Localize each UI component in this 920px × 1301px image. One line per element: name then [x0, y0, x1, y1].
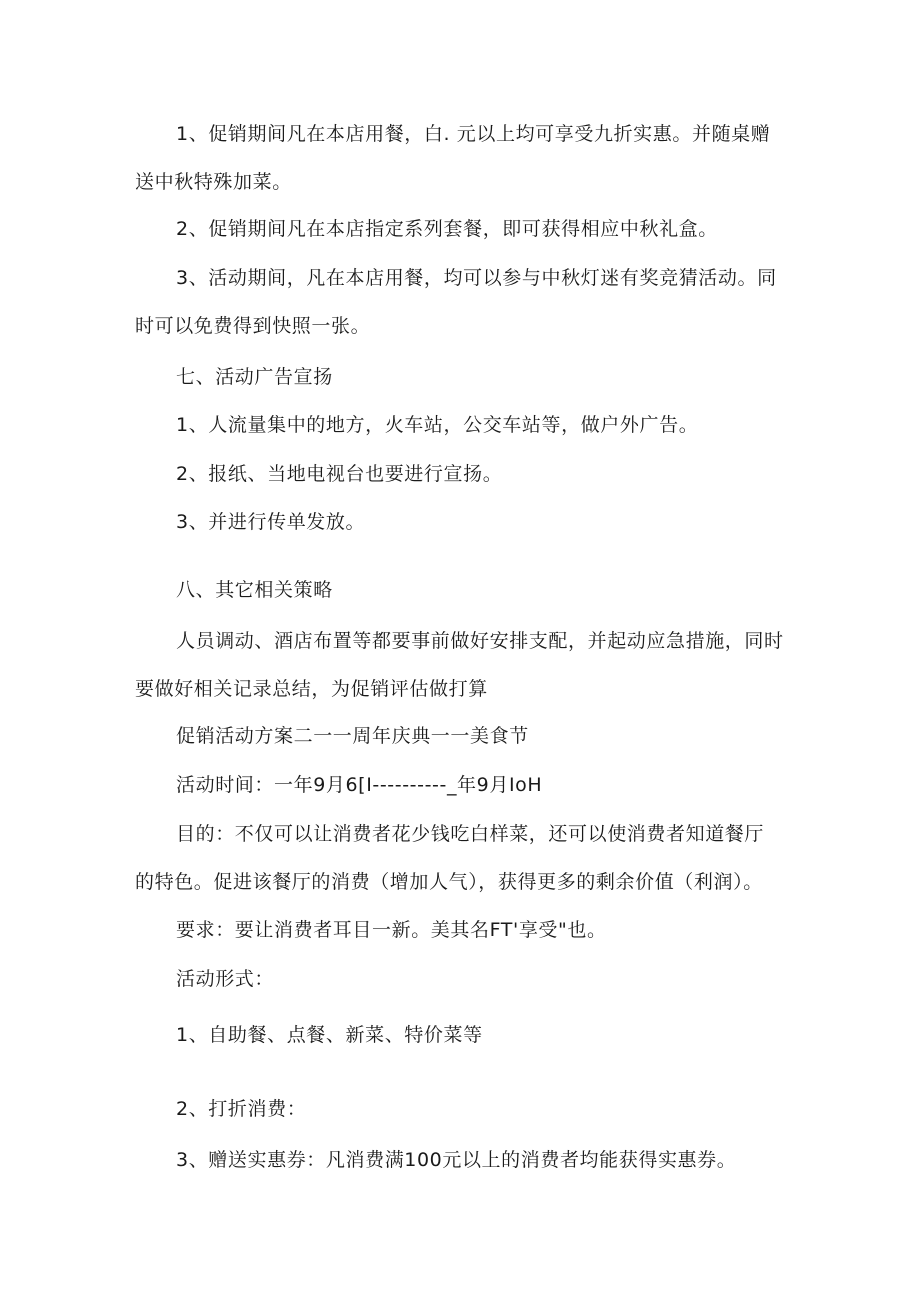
- paragraph-line: 3、活动期间，凡在本店用餐，均可以参与中秋灯迷有奖竞猜活动。同: [176, 267, 777, 289]
- paragraph-line: 1、人流量集中的地方，火车站，公交车站等，做户外广告。: [176, 414, 699, 436]
- paragraph-line: 3、并进行传单发放。: [176, 511, 366, 533]
- paragraph-line: 1、促销期间凡在本店用餐，白. 元以上均可享受九折实惠。并随桌赠: [176, 123, 771, 145]
- paragraph-line: 2、打折消费：: [176, 1098, 307, 1120]
- paragraph-line: 要求：要让消费者耳目一新。美其名FT'享受"也。: [176, 919, 607, 941]
- paragraph-line: 送中秋特殊加菜。: [135, 171, 292, 193]
- paragraph-line: 1、自助餐、点餐、新菜、特价菜等: [176, 1024, 483, 1046]
- section-heading: 八、其它相关策略: [176, 579, 333, 601]
- paragraph-line: 人员调动、酒店布置等都要事前做好安排支配，并起动应急措施，同时: [176, 630, 784, 652]
- paragraph-line: 2、促销期间凡在本店指定系列套餐，即可获得相应中秋礼盒。: [176, 218, 718, 240]
- paragraph-line: 活动形式：: [176, 968, 275, 990]
- paragraph-line: 3、赠送实惠券：凡消费满100元以上的消费者均能获得实惠券。: [176, 1149, 737, 1171]
- plan-title: 促销活动方案二一一周年庆典一一美食节: [176, 725, 529, 747]
- paragraph-line: 的特色。促进该餐厅的消费（增加人气），获得更多的剩余价值（利润）。: [135, 871, 763, 893]
- paragraph-line: 活动时间：一年9月6[I----------_年9月IoH: [176, 774, 543, 796]
- paragraph-line: 2、报纸、当地电视台也要进行宣扬。: [176, 463, 503, 485]
- section-heading: 七、活动广告宣扬: [176, 366, 333, 388]
- paragraph-line: 目的：不仅可以让消费者花少钱吃白样菜，还可以使消费者知道餐厅: [176, 823, 765, 845]
- paragraph-line: 时可以免费得到快照一张。: [135, 315, 371, 337]
- paragraph-line: 要做好相关记录总结，为促销评估做打算: [135, 678, 488, 700]
